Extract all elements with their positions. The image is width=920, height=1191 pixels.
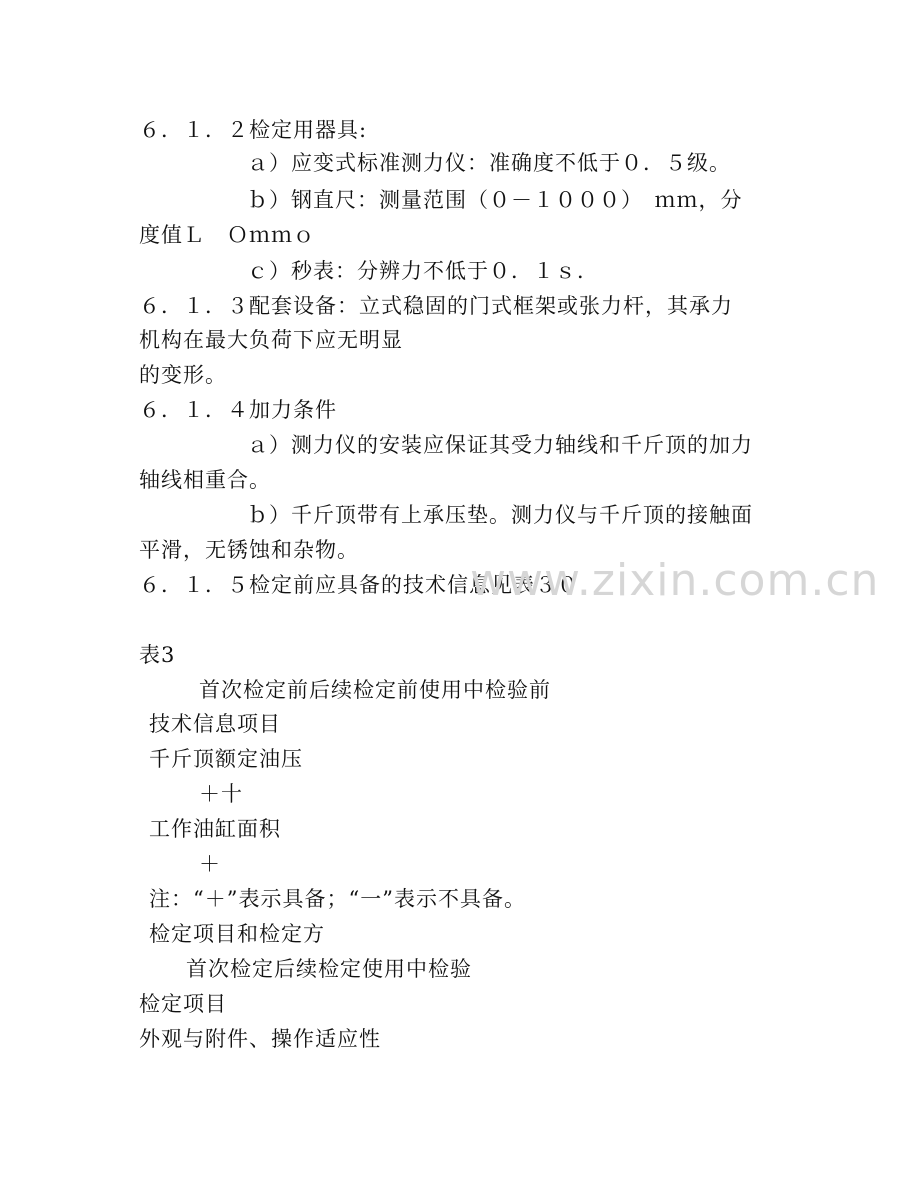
section-6-1-4-heading: ６．１．４加力条件 — [139, 398, 337, 422]
section-6-1-2-heading: ６．１．２检定用器具: — [139, 118, 368, 142]
table-row-cylinder-area-marks: ＋ — [199, 852, 221, 876]
section-6-1-3-ending: 的变形。 — [139, 363, 227, 387]
watermark: www.zixin.com.cn — [470, 555, 880, 606]
item-c-stopwatch: ｃ）秒表：分辨力不低于０．１ｓ． — [247, 259, 599, 283]
table-row-header-label: 技术信息项目 — [149, 712, 281, 736]
table-row-cylinder-area: 工作油缸面积 — [149, 817, 281, 841]
table-note: 注：“＋”表示具备；“一”表示不具备。 — [149, 887, 526, 911]
subsection-heading: 检定项目和检定方 — [149, 922, 325, 946]
table-row-rated-oil-pressure: 千斤顶额定油压 — [149, 747, 303, 771]
item-a-force-gauge: ａ）应变式标准测力仪：准确度不低于０．５级。 — [247, 151, 731, 175]
table-column-headers: 首次检定前后续检定前使用中检验前 — [199, 678, 551, 702]
table-2-row-header-label: 检定项目 — [139, 992, 227, 1016]
table-caption: 表3 — [139, 643, 176, 667]
section-6-1-3-heading: ６．１．３配套设备：立式稳固的门式框架或张力杆，其承力 — [139, 294, 733, 318]
item-b-pad-continuation: 平滑，无锈蚀和杂物。 — [139, 538, 359, 562]
table-2-column-headers: 首次检定后续检定使用中检验 — [186, 957, 472, 981]
table-2-row-appearance: 外观与附件、操作适应性 — [139, 1027, 381, 1051]
item-b-pressure-pad: ｂ）千斤顶带有上承压垫。测力仪与千斤顶的接触面 — [247, 503, 753, 527]
item-b-continuation: 度值Ｌ Ｏｍｍｏ — [139, 223, 315, 247]
item-a-continuation: 轴线相重合。 — [139, 468, 271, 492]
item-a-installation: ａ）测力仪的安装应保证其受力轴线和千斤顶的加力 — [247, 433, 753, 457]
section-6-1-3-continuation: 机构在最大负荷下应无明显 — [139, 328, 403, 352]
table-row-rated-oil-pressure-marks: ＋十 — [199, 782, 243, 806]
item-b-steel-ruler: ｂ）钢直尺：测量范围（０－１０００） ｍｍ，分 — [247, 188, 743, 212]
section-6-1-5-heading: ６．１．５检定前应具备的技术信息见表３０ — [139, 573, 579, 597]
